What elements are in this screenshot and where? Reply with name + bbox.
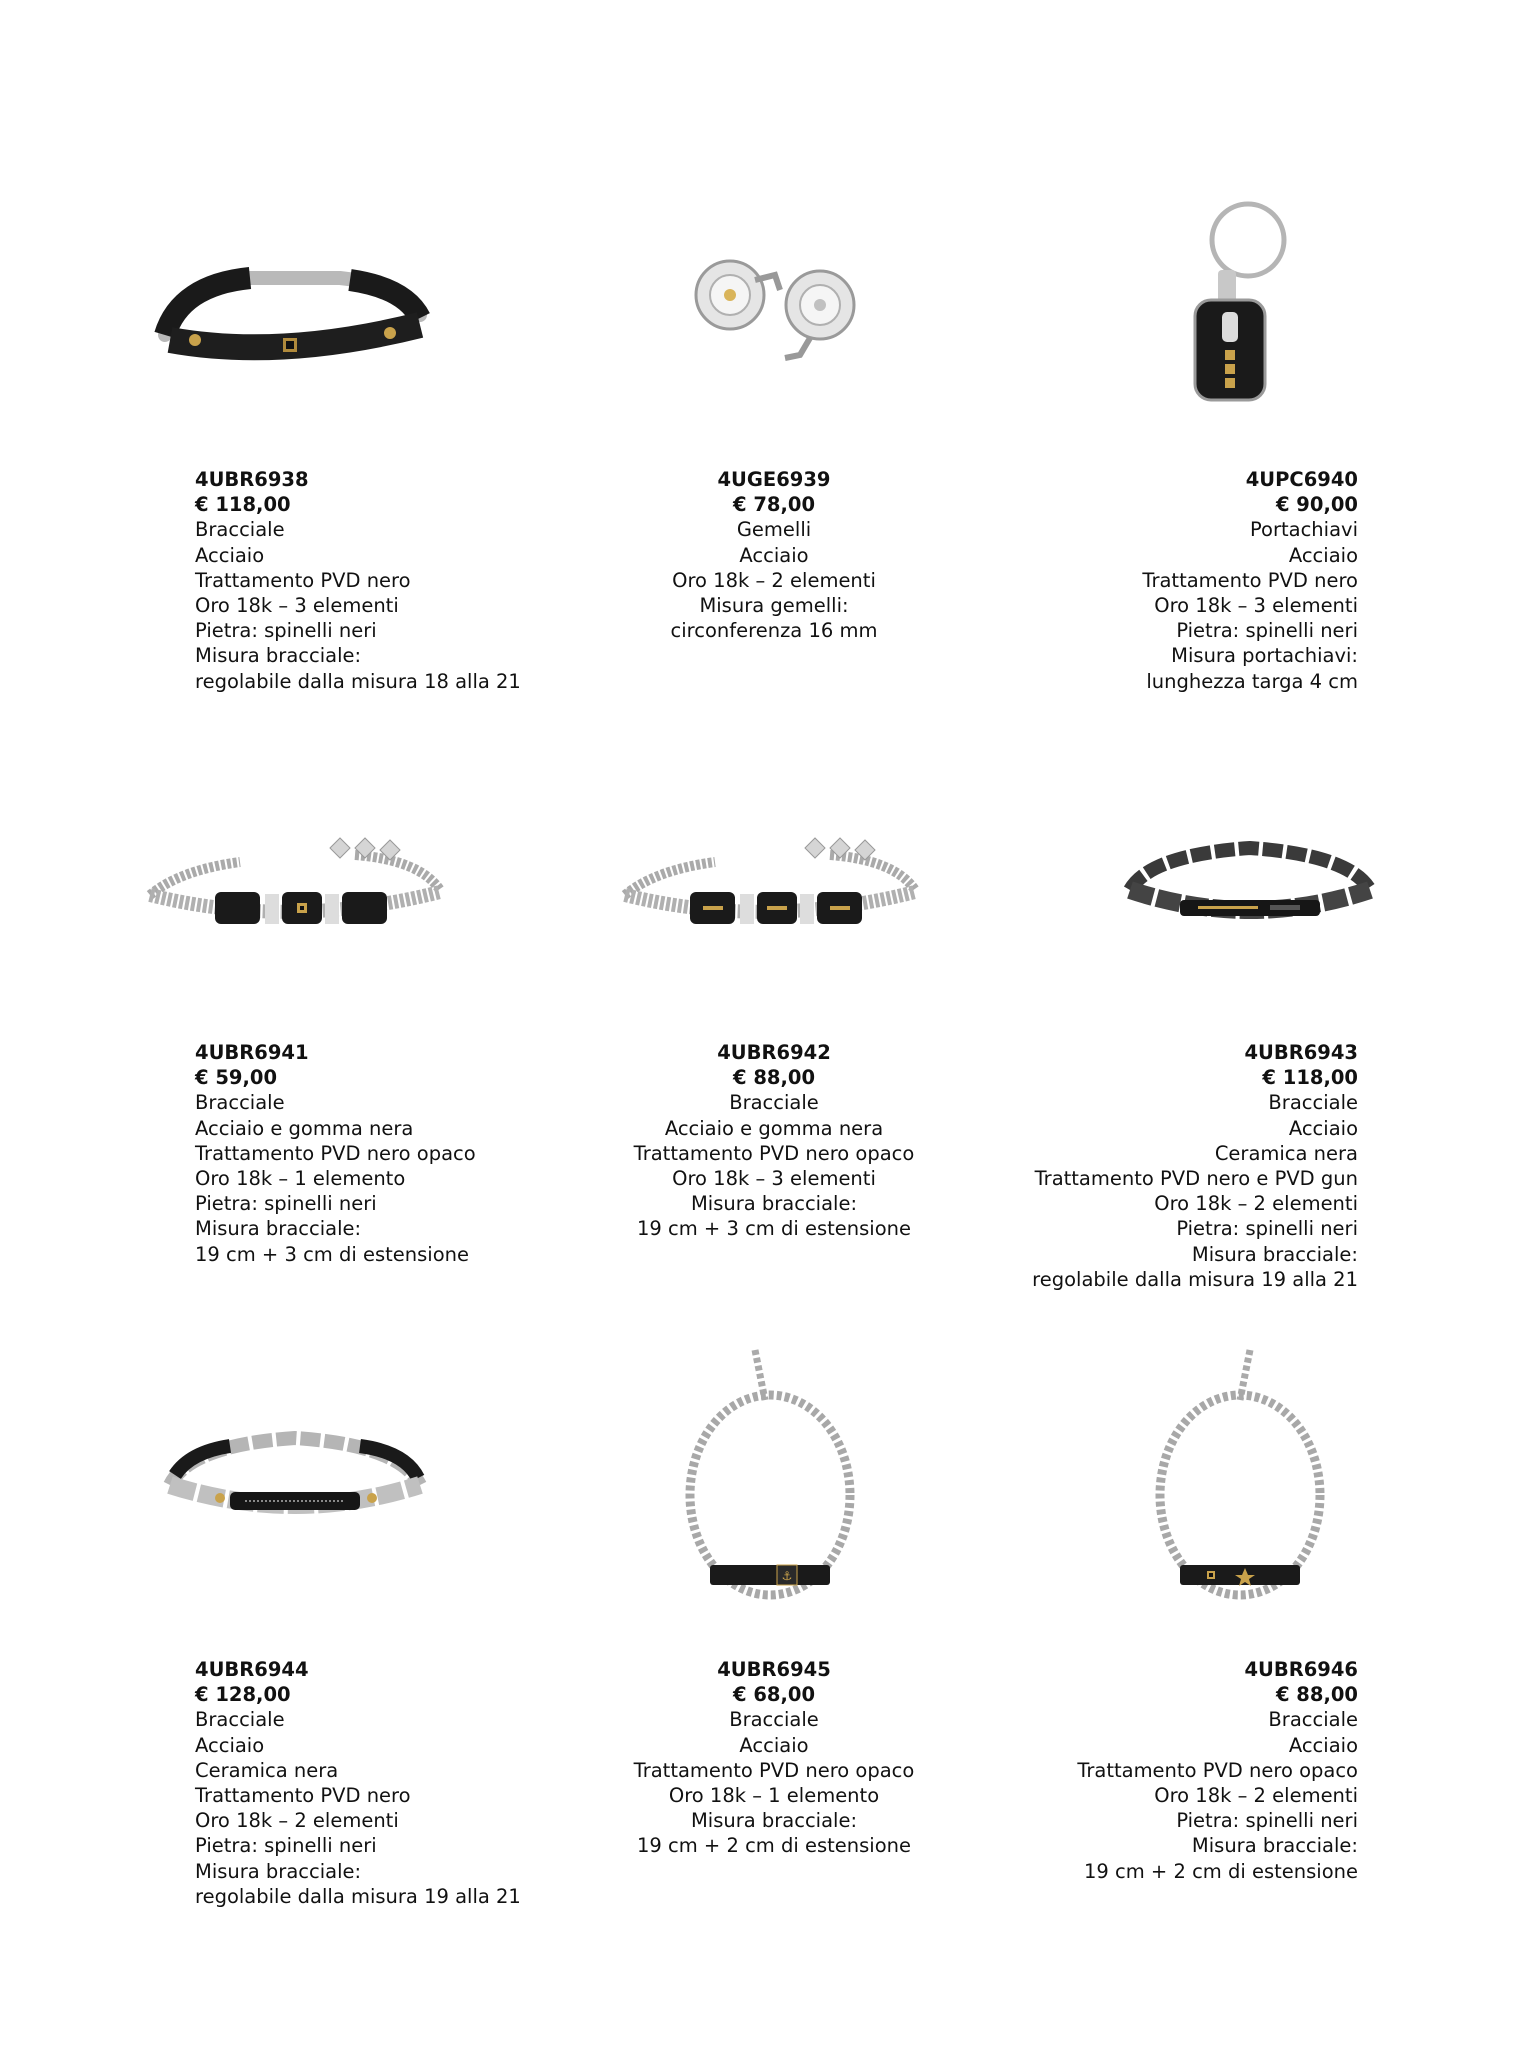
product-detail: Pietra: spinelli neri <box>195 1834 377 1858</box>
product-detail: Acciaio <box>1288 1116 1358 1140</box>
product-detail: Pietra: spinelli neri <box>195 1192 377 1216</box>
product-code: 4UBR6942 <box>717 1041 831 1064</box>
product-detail: Acciaio e gomma nera <box>195 1116 414 1140</box>
product-detail: Pietra: spinelli neri <box>195 619 377 643</box>
product-detail: Oro 18k – 1 elemento <box>195 1167 406 1191</box>
product-image-4UGE6939 <box>630 185 910 415</box>
product-code: 4UBR6944 <box>195 1658 309 1681</box>
product-detail: circonferenza 16 mm <box>670 619 878 643</box>
product-code: 4UPC6940 <box>1245 468 1358 491</box>
product-detail: Acciaio <box>1288 1733 1358 1757</box>
product-detail: Trattamento PVD nero <box>1142 568 1358 592</box>
product-detail: Trattamento PVD nero opaco <box>633 1758 915 1782</box>
product-detail: 19 cm + 2 cm di estensione <box>1084 1859 1358 1883</box>
product-price: € 88,00 <box>732 1066 816 1090</box>
product-code: 4UGE6939 <box>717 468 831 491</box>
product-detail: regolabile dalla misura 18 alla 21 <box>195 669 521 693</box>
product-price: € 88,00 <box>1275 1683 1358 1707</box>
product-detail: Bracciale <box>195 1708 285 1732</box>
product-detail: Trattamento PVD nero <box>195 1784 411 1808</box>
product-code: 4UBR6941 <box>195 1041 309 1064</box>
product-price: € 68,00 <box>732 1683 816 1707</box>
product-detail: Oro 18k – 2 elementi <box>195 1809 399 1833</box>
svg-text:⚓: ⚓ <box>781 1569 793 1583</box>
product-detail: Pietra: spinelli neri <box>1176 1217 1358 1241</box>
product-price: € 118,00 <box>195 493 291 517</box>
product-detail: lunghezza targa 4 cm <box>1146 669 1358 693</box>
product-detail: Acciaio <box>739 1733 809 1757</box>
product-detail: Misura bracciale: <box>195 1859 362 1883</box>
product-image-4UBR6946 <box>1135 1330 1345 1610</box>
product-info-4UBR6944 <box>195 1657 521 1909</box>
product-detail: Oro 18k – 3 elementi <box>1154 594 1358 618</box>
product-detail: Acciaio <box>195 1733 265 1757</box>
product-code: 4UBR6938 <box>195 468 309 491</box>
product-info-4UBR6943 <box>958 1040 1358 1292</box>
product-image-4UBR6938 <box>140 185 440 415</box>
product-detail: Oro 18k – 3 elementi <box>195 594 399 618</box>
product-detail: Misura gemelli: <box>699 594 849 618</box>
product-info-4UBR6942 <box>574 1040 974 1242</box>
product-detail: regolabile dalla misura 19 alla 21 <box>195 1884 521 1908</box>
product-detail: 19 cm + 3 cm di estensione <box>637 1217 911 1241</box>
product-price: € 118,00 <box>1262 1066 1358 1090</box>
product-price: € 128,00 <box>195 1683 291 1707</box>
product-image-4UBR6944 <box>150 1400 440 1550</box>
product-detail: Bracciale <box>729 1708 819 1732</box>
product-detail: Gemelli <box>736 518 812 542</box>
product-info-4UBR6945 <box>574 1657 974 1859</box>
product-detail: Bracciale <box>729 1091 819 1115</box>
product-detail: Bracciale <box>195 1091 285 1115</box>
product-detail: Bracciale <box>1268 1708 1358 1732</box>
product-detail: Trattamento PVD nero opaco <box>633 1141 915 1165</box>
product-image-4UBR6942 <box>615 800 925 960</box>
product-code: 4UBR6943 <box>1244 1041 1358 1064</box>
product-detail: Oro 18k – 1 elemento <box>668 1784 880 1808</box>
product-detail: Trattamento PVD nero opaco <box>1077 1758 1358 1782</box>
product-detail: Misura bracciale: <box>195 1217 362 1241</box>
product-detail: Ceramica nera <box>1214 1141 1358 1165</box>
product-detail: Misura bracciale: <box>195 644 362 668</box>
product-detail: Oro 18k – 3 elementi <box>672 1167 876 1191</box>
product-info-4UBR6941 <box>195 1040 476 1267</box>
product-detail: Oro 18k – 2 elementi <box>672 568 876 592</box>
product-detail: Ceramica nera <box>195 1758 339 1782</box>
product-detail: Bracciale <box>195 518 285 542</box>
product-detail: Trattamento PVD nero e PVD gun <box>1034 1167 1358 1191</box>
product-price: € 78,00 <box>732 493 816 517</box>
product-price: € 90,00 <box>1275 493 1358 517</box>
product-price: € 59,00 <box>195 1066 278 1090</box>
product-detail: Trattamento PVD nero opaco <box>195 1141 476 1165</box>
product-detail: Acciaio <box>195 543 265 567</box>
product-detail: 19 cm + 3 cm di estensione <box>195 1242 469 1266</box>
product-detail: Misura bracciale: <box>690 1192 858 1216</box>
product-detail: regolabile dalla misura 19 alla 21 <box>1032 1267 1358 1291</box>
product-detail: Oro 18k – 2 elementi <box>1154 1192 1358 1216</box>
product-image-4UBR6941 <box>140 800 450 960</box>
product-detail: Portachiavi <box>1249 518 1358 542</box>
product-detail: Acciaio <box>1288 543 1358 567</box>
product-detail: Misura bracciale: <box>1191 1834 1358 1858</box>
product-image-4UBR6943 <box>1110 810 1390 960</box>
product-code: 4UBR6946 <box>1244 1658 1358 1681</box>
product-detail: Oro 18k – 2 elementi <box>1154 1784 1358 1808</box>
product-info-4UBR6938 <box>195 467 521 694</box>
product-detail: Pietra: spinelli neri <box>1176 619 1358 643</box>
product-image-4UPC6940 <box>1150 180 1310 420</box>
product-detail: Misura bracciale: <box>1191 1242 1358 1266</box>
product-detail: Trattamento PVD nero <box>195 568 411 592</box>
product-code: 4UBR6945 <box>717 1658 831 1681</box>
product-detail: 19 cm + 2 cm di estensione <box>637 1834 911 1858</box>
product-detail: Bracciale <box>1268 1091 1358 1115</box>
product-detail: Acciaio e gomma nera <box>664 1116 884 1140</box>
product-detail: Misura portachiavi: <box>1171 644 1358 668</box>
product-detail: Misura bracciale: <box>690 1809 858 1833</box>
product-info-4UBR6946 <box>958 1657 1358 1884</box>
product-image-4UBR6945 <box>665 1330 875 1610</box>
product-info-4UPC6940 <box>958 467 1358 694</box>
product-detail: Pietra: spinelli neri <box>1176 1809 1358 1833</box>
product-info-4UGE6939 <box>574 467 974 643</box>
product-detail: Acciaio <box>739 543 809 567</box>
